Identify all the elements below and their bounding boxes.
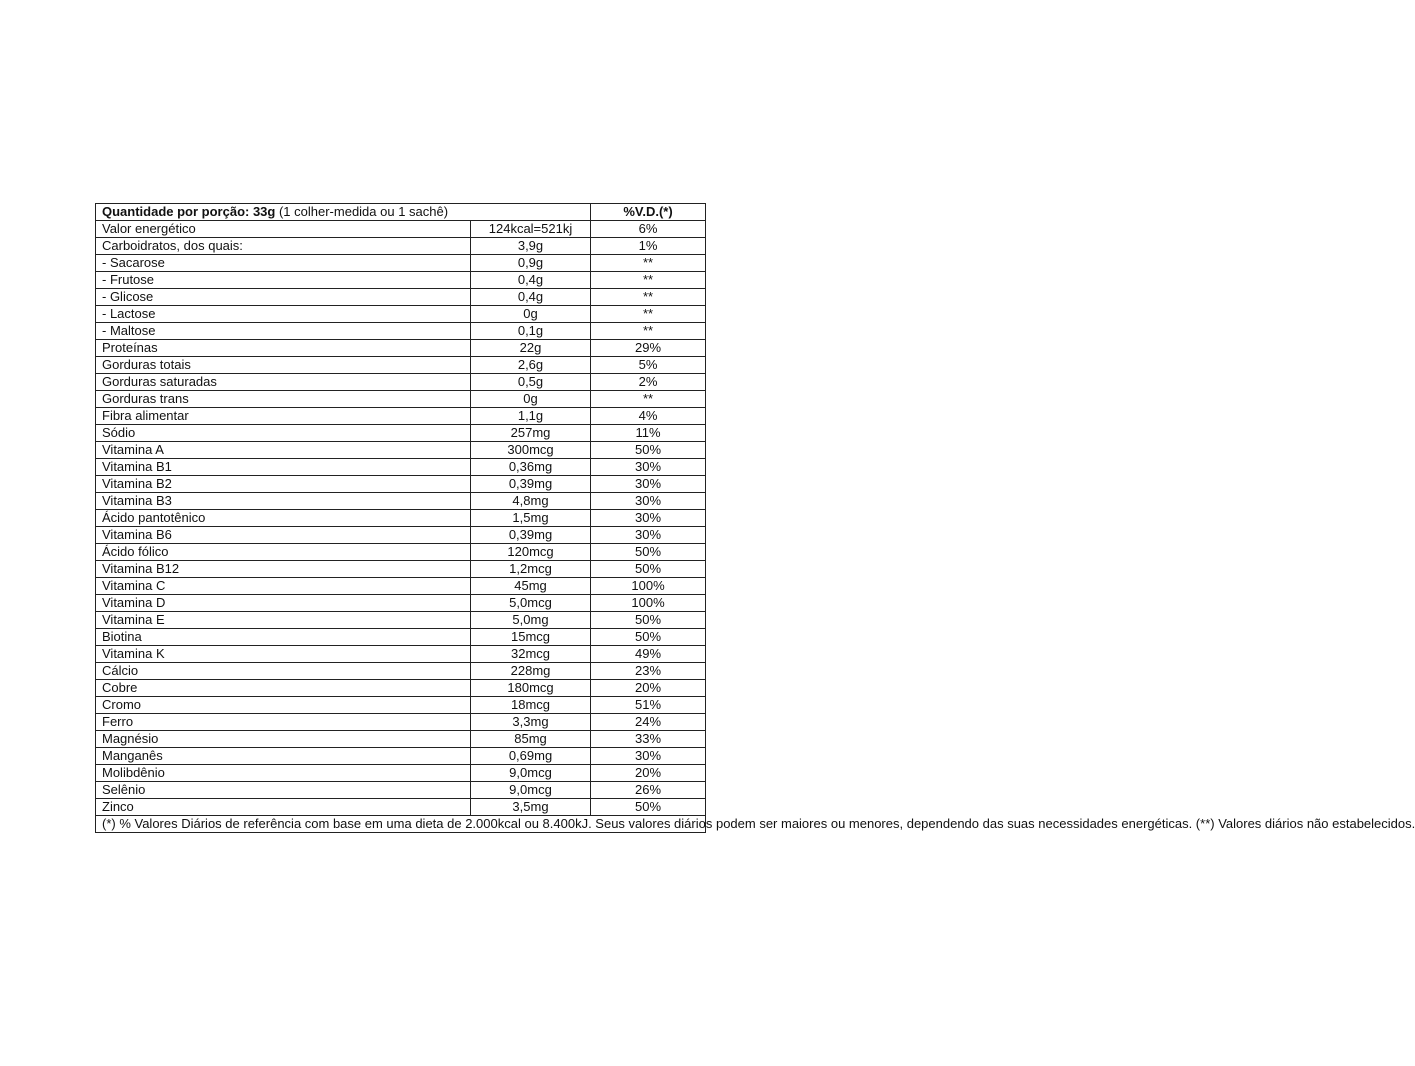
nutrient-name: - Maltose	[96, 323, 471, 340]
nutrient-amount: 0,5g	[471, 374, 591, 391]
nutrient-name: Gorduras saturadas	[96, 374, 471, 391]
nutrient-amount: 22g	[471, 340, 591, 357]
table-header-row	[96, 204, 706, 221]
nutrient-vd: 51%	[591, 697, 706, 714]
nutrient-name: Manganês	[96, 748, 471, 765]
nutrient-name: Fibra alimentar	[96, 408, 471, 425]
nutrient-name: Gorduras totais	[96, 357, 471, 374]
table-row	[96, 748, 706, 765]
nutrient-name: Vitamina A	[96, 442, 471, 459]
nutrient-amount: 85mg	[471, 731, 591, 748]
table-row	[96, 459, 706, 476]
table-row	[96, 357, 706, 374]
table-row	[96, 561, 706, 578]
nutrient-amount: 0,36mg	[471, 459, 591, 476]
table-row	[96, 680, 706, 697]
nutrient-name: Zinco	[96, 799, 471, 816]
nutrient-name: Vitamina E	[96, 612, 471, 629]
nutrient-name: Vitamina D	[96, 595, 471, 612]
table-row	[96, 289, 706, 306]
nutrient-amount: 0,1g	[471, 323, 591, 340]
nutrient-amount: 300mcg	[471, 442, 591, 459]
footnote-row	[96, 816, 706, 833]
table-row	[96, 340, 706, 357]
nutrient-name: Ácido pantotênico	[96, 510, 471, 527]
table-row	[96, 238, 706, 255]
nutrient-rows	[96, 221, 706, 816]
nutrient-vd: **	[591, 255, 706, 272]
table-row	[96, 782, 706, 799]
nutrient-vd: 30%	[591, 748, 706, 765]
table-row	[96, 476, 706, 493]
portion-header	[96, 204, 591, 221]
nutrient-vd: 49%	[591, 646, 706, 663]
nutrient-name: Magnésio	[96, 731, 471, 748]
nutrient-amount: 4,8mg	[471, 493, 591, 510]
nutrient-vd: 100%	[591, 595, 706, 612]
nutrient-vd: 24%	[591, 714, 706, 731]
nutrient-amount: 5,0mcg	[471, 595, 591, 612]
nutrient-vd: 50%	[591, 629, 706, 646]
nutrient-vd: 6%	[591, 221, 706, 238]
nutrient-amount: 1,1g	[471, 408, 591, 425]
nutrient-amount: 180mcg	[471, 680, 591, 697]
nutrient-vd: 30%	[591, 476, 706, 493]
nutrient-name: Ácido fólico	[96, 544, 471, 561]
nutrient-amount: 0g	[471, 391, 591, 408]
table-row	[96, 527, 706, 544]
nutrient-name: Vitamina B3	[96, 493, 471, 510]
table-row	[96, 646, 706, 663]
nutrient-vd: 50%	[591, 561, 706, 578]
nutrient-amount: 124kcal=521kj	[471, 221, 591, 238]
nutrient-amount: 0,69mg	[471, 748, 591, 765]
nutrient-name: - Lactose	[96, 306, 471, 323]
nutrient-name: Vitamina B6	[96, 527, 471, 544]
nutrient-amount: 9,0mcg	[471, 782, 591, 799]
table-row	[96, 731, 706, 748]
table-row	[96, 544, 706, 561]
nutrient-vd: **	[591, 391, 706, 408]
nutrient-name: Gorduras trans	[96, 391, 471, 408]
table-row	[96, 663, 706, 680]
table-row	[96, 425, 706, 442]
nutrient-vd: 33%	[591, 731, 706, 748]
table-row	[96, 799, 706, 816]
table-row	[96, 408, 706, 425]
nutrient-vd: 30%	[591, 510, 706, 527]
nutrient-amount: 45mg	[471, 578, 591, 595]
nutrient-name: Ferro	[96, 714, 471, 731]
vd-header: %V.D.(*)	[591, 204, 706, 221]
table-row	[96, 714, 706, 731]
table-row	[96, 697, 706, 714]
nutrient-name: Carboidratos, dos quais:	[96, 238, 471, 255]
table-row	[96, 578, 706, 595]
nutrient-name: Cromo	[96, 697, 471, 714]
nutrient-vd: 50%	[591, 799, 706, 816]
nutrient-vd: 20%	[591, 680, 706, 697]
nutrient-name: Proteínas	[96, 340, 471, 357]
nutrient-name: Cobre	[96, 680, 471, 697]
nutrient-vd: 50%	[591, 612, 706, 629]
nutrient-amount: 0,4g	[471, 289, 591, 306]
nutrient-vd: 100%	[591, 578, 706, 595]
nutrient-name: Valor energético	[96, 221, 471, 238]
nutrient-amount: 1,2mcg	[471, 561, 591, 578]
nutrient-amount: 2,6g	[471, 357, 591, 374]
table-row	[96, 391, 706, 408]
nutrient-name: Molibdênio	[96, 765, 471, 782]
table-row	[96, 374, 706, 391]
nutrient-amount: 3,5mg	[471, 799, 591, 816]
nutrient-name: - Sacarose	[96, 255, 471, 272]
nutrient-name: - Frutose	[96, 272, 471, 289]
nutrition-facts-panel	[95, 203, 1415, 833]
footnote-text: (*) % Valores Diários de referência com base em uma dieta de 2.000kcal ou 8.400kJ. Seus valores diários podem ser maiores ou menores, dependendo das suas necessidades energéticas. (**) Valores diários não estabelecidos.	[96, 816, 706, 833]
table-row	[96, 493, 706, 510]
table-row	[96, 272, 706, 289]
nutrient-vd: 50%	[591, 544, 706, 561]
nutrient-amount: 257mg	[471, 425, 591, 442]
nutrient-vd: 26%	[591, 782, 706, 799]
table-row	[96, 306, 706, 323]
nutrient-name: Cálcio	[96, 663, 471, 680]
nutrient-amount: 1,5mg	[471, 510, 591, 527]
table-row	[96, 612, 706, 629]
nutrient-name: Sódio	[96, 425, 471, 442]
nutrient-vd: **	[591, 323, 706, 340]
nutrient-name: Vitamina B2	[96, 476, 471, 493]
nutrient-name: Biotina	[96, 629, 471, 646]
nutrient-amount: 0,9g	[471, 255, 591, 272]
nutrient-amount: 9,0mcg	[471, 765, 591, 782]
nutrient-amount: 0,4g	[471, 272, 591, 289]
nutrient-vd: 2%	[591, 374, 706, 391]
nutrient-vd: 50%	[591, 442, 706, 459]
nutrient-vd: **	[591, 306, 706, 323]
nutrient-amount: 0g	[471, 306, 591, 323]
table-row	[96, 442, 706, 459]
nutrient-name: Selênio	[96, 782, 471, 799]
nutrient-amount: 0,39mg	[471, 527, 591, 544]
nutrient-amount: 32mcg	[471, 646, 591, 663]
nutrient-name: Vitamina C	[96, 578, 471, 595]
table-row	[96, 323, 706, 340]
table-row	[96, 221, 706, 238]
nutrient-vd: 30%	[591, 459, 706, 476]
nutrient-name: Vitamina K	[96, 646, 471, 663]
nutrient-vd: 29%	[591, 340, 706, 357]
nutrient-amount: 0,39mg	[471, 476, 591, 493]
nutrient-name: Vitamina B12	[96, 561, 471, 578]
table-row	[96, 595, 706, 612]
nutrient-vd: 5%	[591, 357, 706, 374]
portion-label: Quantidade por porção: 33g	[102, 204, 276, 219]
nutrient-vd: **	[591, 289, 706, 306]
nutrient-amount: 3,3mg	[471, 714, 591, 731]
nutrient-amount: 15mcg	[471, 629, 591, 646]
table-row	[96, 255, 706, 272]
nutrient-amount: 18mcg	[471, 697, 591, 714]
nutrient-amount: 5,0mg	[471, 612, 591, 629]
nutrient-name: Vitamina B1	[96, 459, 471, 476]
nutrient-name: - Glicose	[96, 289, 471, 306]
nutrient-vd: 23%	[591, 663, 706, 680]
nutrient-vd: 1%	[591, 238, 706, 255]
nutrition-table	[95, 203, 1415, 833]
table-row	[96, 510, 706, 527]
nutrient-vd: 30%	[591, 527, 706, 544]
portion-detail: (1 colher-medida ou 1 sachê)	[275, 204, 449, 219]
table-row	[96, 629, 706, 646]
nutrient-vd: 11%	[591, 425, 706, 442]
nutrient-amount: 228mg	[471, 663, 591, 680]
nutrient-vd: 30%	[591, 493, 706, 510]
nutrient-amount: 3,9g	[471, 238, 591, 255]
nutrient-vd: 4%	[591, 408, 706, 425]
nutrient-amount: 120mcg	[471, 544, 591, 561]
table-row	[96, 765, 706, 782]
nutrient-vd: 20%	[591, 765, 706, 782]
nutrient-vd: **	[591, 272, 706, 289]
